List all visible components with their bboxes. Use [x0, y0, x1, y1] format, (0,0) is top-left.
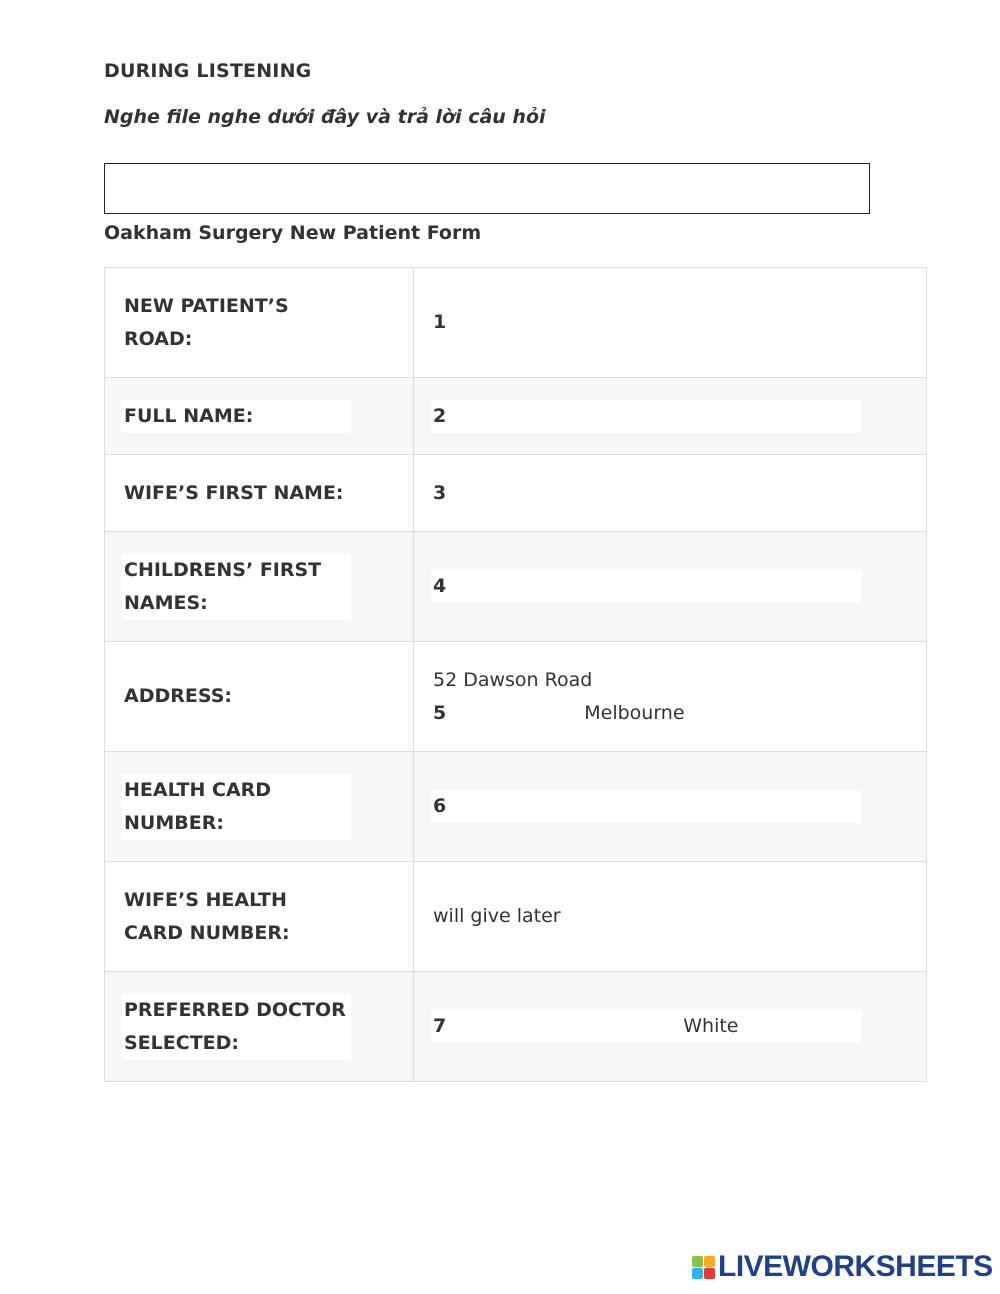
table-row: [105, 268, 927, 378]
answer-input-6[interactable]: [431, 790, 861, 823]
table-row: [105, 972, 927, 1082]
address-line-1: 52 Dawson Road: [433, 668, 593, 691]
row-label: CHILDRENS’ FIRST NAMES:: [122, 554, 351, 620]
logo-square: [704, 1256, 715, 1267]
doctor-name: White: [683, 1015, 739, 1037]
table-row: [105, 532, 927, 642]
question-number: 2: [433, 404, 447, 427]
answer-input-2[interactable]: [431, 400, 861, 433]
question-number: 6: [433, 795, 447, 817]
answer-input-1[interactable]: [450, 306, 880, 339]
answer-input-4[interactable]: [431, 570, 861, 603]
patient-form-table: [104, 267, 927, 1082]
row-label: HEALTH CARD NUMBER:: [122, 774, 351, 840]
audio-player-box[interactable]: [104, 163, 870, 214]
logo-text: LIVEWORKSHEETS: [718, 1250, 993, 1283]
row-value: will give later: [433, 905, 561, 927]
address-line-2: [433, 697, 926, 730]
question-number: 5: [433, 701, 447, 724]
row-label: PREFERRED DOCTOR SELECTED:: [122, 994, 351, 1060]
row-label: NEW PATIENT’S ROAD:: [124, 294, 289, 350]
liveworksheets-logo: [692, 1250, 993, 1284]
question-number: 4: [433, 575, 447, 597]
logo-square: [692, 1268, 703, 1279]
row-label: WIFE’S HEALTH CARD NUMBER:: [124, 888, 290, 944]
table-row: [105, 862, 927, 972]
table-row: [105, 642, 927, 752]
row-label: WIFE’S FIRST NAME:: [124, 481, 344, 504]
liveworksheets-logo-icon: [692, 1256, 715, 1279]
section-heading: DURING LISTENING: [104, 60, 312, 82]
row-label: FULL NAME:: [122, 400, 351, 433]
form-title: Oakham Surgery New Patient Form: [104, 222, 482, 244]
instruction-text: Nghe file nghe dưới đây và trả lời câu hỏi: [104, 106, 546, 128]
question-number: 3: [433, 481, 447, 504]
question-number: 1: [433, 311, 447, 333]
logo-square: [692, 1256, 703, 1267]
address-city: Melbourne: [584, 701, 685, 724]
row-label: ADDRESS:: [124, 685, 232, 707]
question-number: 7: [433, 1015, 447, 1037]
logo-square: [704, 1268, 715, 1279]
table-row: [105, 455, 927, 532]
table-row: [105, 378, 927, 455]
answer-input-3[interactable]: [450, 477, 880, 510]
answer-input-7[interactable]: [431, 1010, 861, 1043]
table-row: [105, 752, 927, 862]
